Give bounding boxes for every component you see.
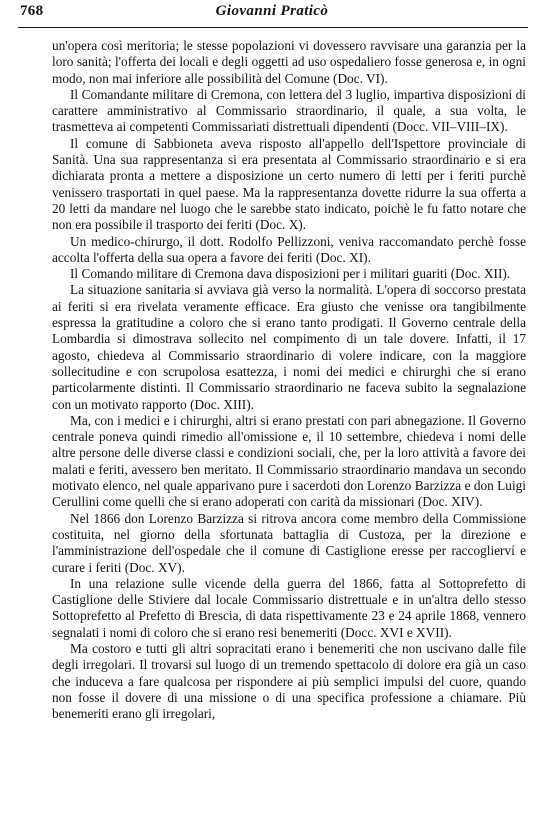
- page-header: [20, 3, 524, 27]
- header-rule: [18, 27, 528, 28]
- body-text: [52, 38, 526, 722]
- paragraph: La situazione sanitaria si avviava già verso la normalità. L'opera di soccorso prestata ai feriti si era rivelata veramente efficace. Era giusto che venisse ora tangibilmente espressa la gratitudine a coloro che si erano tanto prodigati. Il Governo centrale della Lombardia si dimostrava sollecito nel compimento di un tale dovere. Infatti, il 17 agosto, chiedeva al Commissario straordinario di volere indicare, con la maggiore sollecitudine e con scrupolosa esattezza, i nomi dei medici e chirurghi che si erano particolarmente distinti. Il Commissario straordinario ne faceva subito la segnalazione con un motivato rapporto (Doc. XIII).: [52, 282, 526, 412]
- paragraph: Ma costoro e tutti gli altri sopracitati erano i benemeriti che non uscivano dalle file degli irregolari. Il trovarsi sul luogo di un tremendo spettacolo di dolore era già un caso che induceva a fare qualcosa per rispondere ai più semplici impulsi del cuore, quando non fosse il dovere di una missione o di una specifica professione a chiamare. Più benemeriti erano gli irregolari,: [52, 640, 526, 722]
- running-head: Giovanni Praticò: [215, 3, 329, 19]
- paragraph: un'opera così meritoria; le stesse popolazioni vi dovessero ravvisare una garanzia per la loro sanità; l'offerta dei locali e degli oggetti ad uso ospedaliero fosse generosa e, in ogni modo, non mai inferiore alle possibilità del Comune (Doc. VI).: [52, 38, 526, 86]
- paragraph: Il comune di Sabbioneta aveva risposto all'appello dell'Ispettore provinciale di Sanità. Una sua rappresentanza si era presentata al Commissario straordinario e si era dichiarata pronta a mettere a disposizione un certo numero di letti per i feriti purchè venissero trasportati in quel paese. Ma la rappresentanza dovette ridurre la sua offerta a 20 letti da mandare nel luogo che le sarebbe stato indicato, poichè le fu fatto notare che non era possibile il trasporto dei feriti (Doc. X).: [52, 135, 526, 233]
- paragraph: In una relazione sulle vicende della guerra del 1866, fatta al Sottoprefetto di Castiglione delle Stiviere dal locale Commissario distrettuale e in un'altra dello stesso Sottoprefetto al Prefetto di Brescia, di data rispettivamente 23 e 24 aprile 1868, vennero segnalati i nomi di coloro che si erano resi benemeriti (Docc. XVI e XVII).: [52, 575, 526, 640]
- paragraph: Il Comando militare di Cremona dava disposizioni per i militari guariti (Doc. XII).: [70, 266, 511, 282]
- paragraph: Un medico-chirurgo, il dott. Rodolfo Pellizzoni, veniva raccomandato perchè fosse accolta l'offerta della sua opera a favore dei feriti (Doc. XI).: [52, 233, 526, 265]
- paragraph: Ma, con i medici e i chirurghi, altri si erano prestati con pari abnegazione. Il Governo centrale poneva quindi rimedio all'omissione e, il 10 settembre, chiedeva i nomi delle altre persone delle diverse classi e condizioni sociali, che, per la loro attività a favore dei malati e feriti, avessero ben meritato. Il Commissario straordinario mandava un secondo motivato elenco, nel quale apparivano pure i sacerdoti don Lorenzo Barzizza e don Luigi Cerullini come quelli che si erano adoperati con carità da missionari (Doc. XIV).: [52, 412, 526, 510]
- page-number: 768: [20, 3, 44, 19]
- paragraph: Nel 1866 don Lorenzo Barzizza si ritrova ancora come membro della Commissione costituita, nel giorno della sfortunata battaglia di Custoza, per la direzione e l'amministrazione dell'ospedale che il comune di Castiglione eresse per raccoglierví e curare i feriti (Doc. XV).: [52, 510, 526, 575]
- paragraph: Il Comandante militare di Cremona, con lettera del 3 luglio, impartiva disposizioni di carattere amministrativo al Commissario straordinario, il quale, a sua volta, le trasmetteva ai competenti Commissariati distrettuali dipendenti (Docc. VII–VIII–IX).: [52, 86, 526, 135]
